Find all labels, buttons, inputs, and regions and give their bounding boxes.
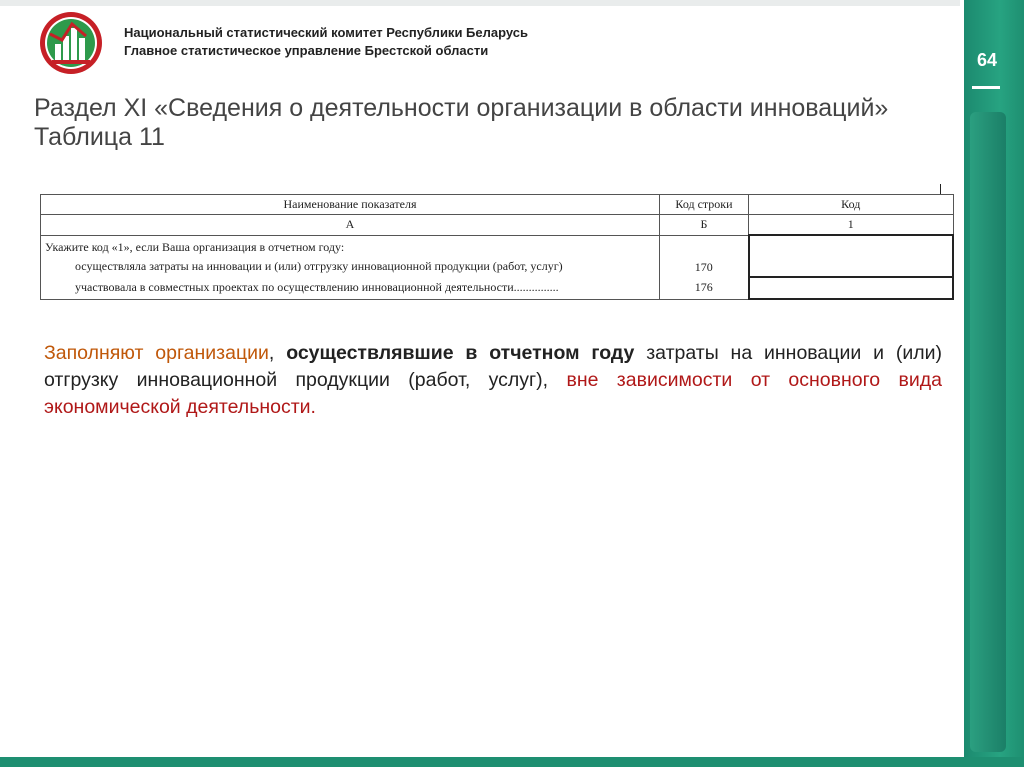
table-subheader-row	[41, 215, 954, 236]
note-red-text: вне зависимости от основного вида экономической деятельности.	[44, 369, 942, 418]
org-name-line2: Главное статистическое управление Брестской области	[124, 43, 489, 58]
table-intro: Укажите код «1», если Ваша организация в отчетном году:	[45, 240, 345, 255]
right-sidebar-panel	[970, 112, 1006, 752]
table-header-row	[41, 195, 954, 215]
organization-header	[124, 24, 528, 60]
subheader-1: 1	[749, 215, 954, 236]
subheader-a: А	[41, 215, 660, 236]
row-170-label: осуществляла затраты на инновации и (или) отгрузку инновационной продукции (работ, услуг)	[75, 259, 563, 274]
row-176-code: 176	[660, 277, 749, 299]
row-176-value-input[interactable]	[749, 277, 954, 299]
table-row	[41, 235, 954, 277]
note-bold-text: осуществлявшие в отчетном году	[286, 342, 635, 364]
form-table	[40, 194, 954, 300]
section-title: Раздел XI «Сведения о деятельности организации в области инноваций»	[34, 94, 889, 122]
bottom-bar	[0, 757, 1024, 767]
row-170-value-input[interactable]	[749, 235, 954, 277]
table-title: Таблица 11	[34, 123, 165, 151]
instruction-note	[44, 340, 942, 421]
note-orange-text: Заполняют организации	[44, 342, 269, 364]
top-divider-bar	[0, 0, 960, 6]
page-number-underline	[972, 86, 1000, 89]
header-line-code: Код строки	[660, 195, 749, 215]
subheader-b: Б	[660, 215, 749, 236]
belarus-stat-committee-logo-icon	[38, 10, 104, 76]
table-intro-cell	[41, 235, 660, 277]
header-indicator: Наименование показателя	[41, 195, 660, 215]
slide-title	[34, 94, 930, 152]
row-176-label: участвовала в совместных проектах по осуществлению инновационной деятельности...............	[41, 277, 660, 299]
table-tick-mark	[940, 184, 941, 194]
header-code: Код	[749, 195, 954, 215]
page-number: 64	[976, 50, 998, 70]
table-row	[41, 277, 954, 299]
note-comma: ,	[268, 342, 287, 364]
row-170-code: 170	[660, 235, 749, 277]
org-name-line1: Национальный статистический комитет Республики Беларусь	[124, 25, 529, 40]
note-body-text: затраты на инновации и (или) отгрузку инновационной продукции (работ, услуг),	[44, 342, 942, 391]
